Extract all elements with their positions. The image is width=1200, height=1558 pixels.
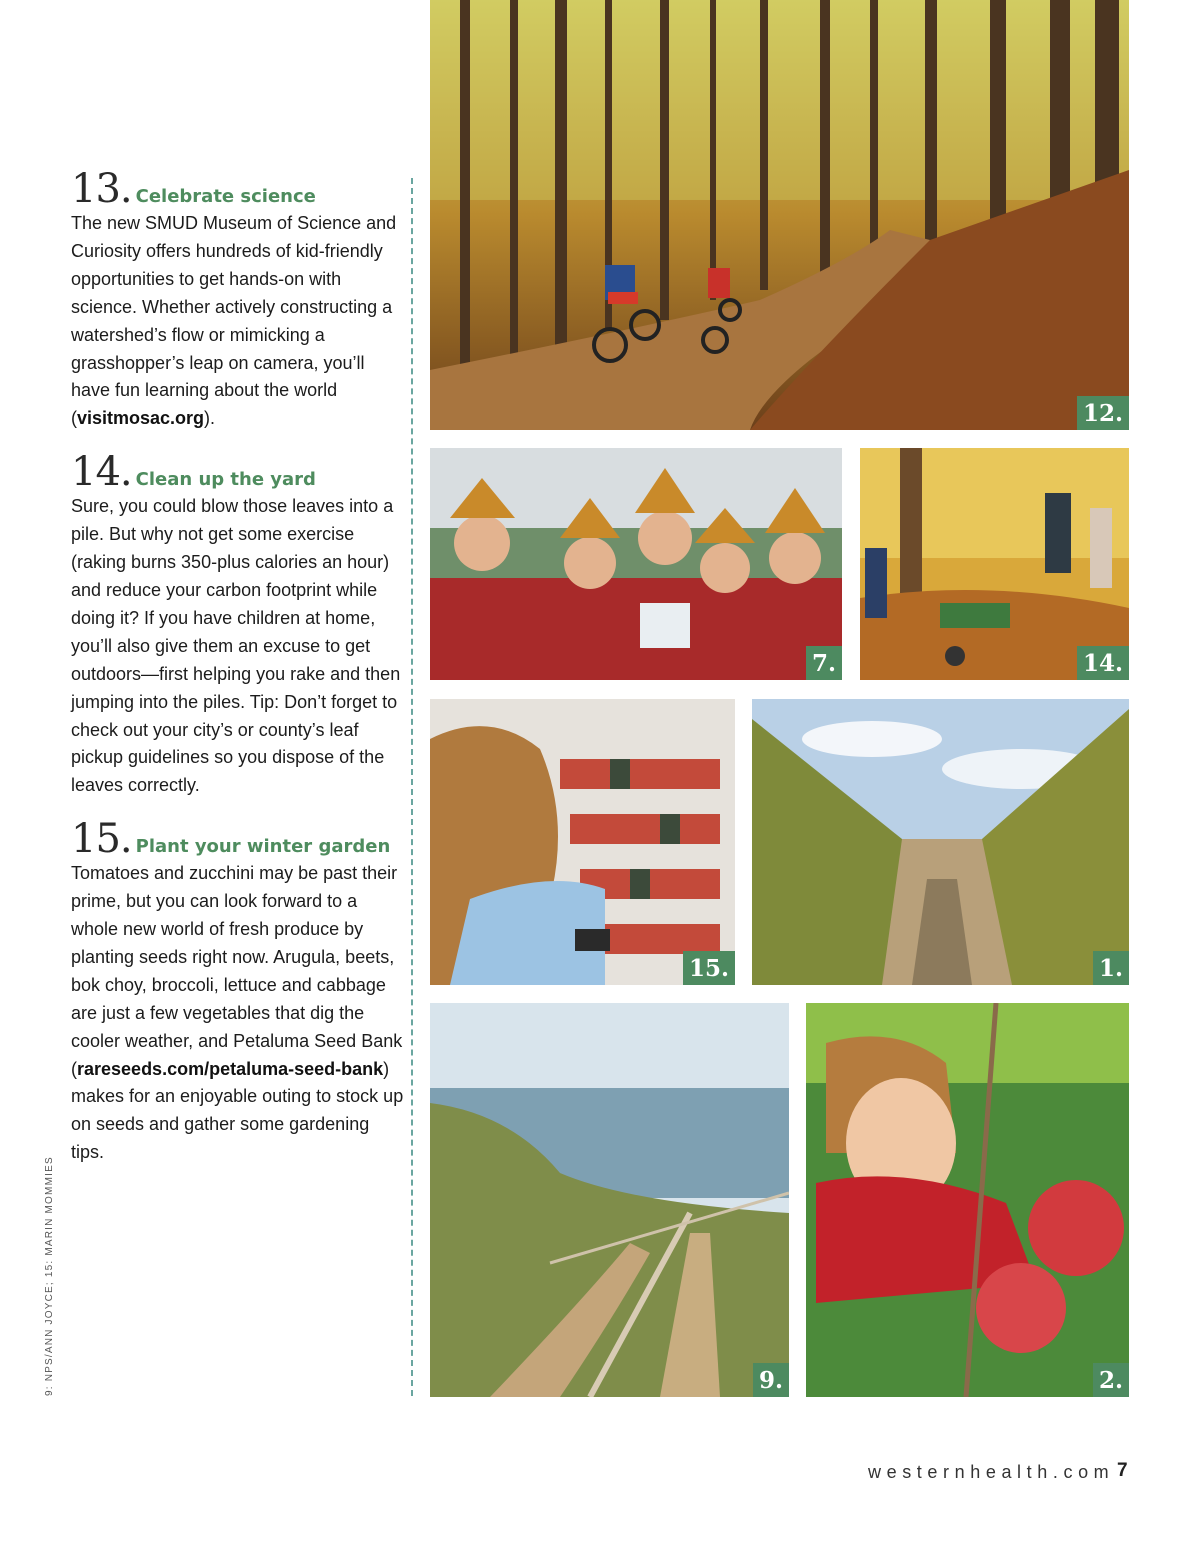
photo-forest-bikers [430, 0, 1129, 430]
website-link[interactable]: rareseeds.com/petaluma-seed-bank [77, 1058, 384, 1079]
page-number: 7 [1117, 1460, 1128, 1481]
photo-number-tag: 1. [1093, 951, 1129, 985]
photo-credit: 9: NPS/ANN JOYCE; 15: MARIN MOMMIES [44, 1156, 55, 1396]
body-text: Sure, you could blow those leaves into a pile. But why not get some exercise (raking burns 350-plus calories an hour) and reduce your carbon footprint while doing it? If you have children at home, you’ll also give them an excuse to get outdoors—first helping you rake and then jumping into the piles. Tip: Don’t forget to check out your city’s or county’s leaf pickup guidelines so you dispose of the leaves correctly. [71, 496, 401, 796]
photo-seed-rack [430, 699, 735, 985]
item-heading [71, 816, 406, 863]
item-body [71, 860, 406, 1167]
photo-turkey-trot [430, 448, 842, 680]
item-heading [71, 168, 406, 210]
item-number: 15. [71, 816, 132, 863]
photo-number-tag: 12. [1077, 396, 1129, 430]
item-title: Plant your winter garden [135, 836, 391, 858]
body-text-end: ). [204, 408, 216, 429]
item-15 [71, 818, 406, 1167]
photo-number-tag: 2. [1093, 1363, 1129, 1397]
body-text-end: ) makes for an enjoyable outing to stock up on seeds and gather some gardening tips. [71, 1058, 404, 1163]
item-number: 14. [71, 449, 132, 496]
item-title: Celebrate science [135, 186, 316, 207]
photo-corn-maze [752, 699, 1129, 985]
photo-coastal-trail [430, 1003, 789, 1397]
body-text: Tomatoes and zucchini may be past their prime, but you can look forward to a whole new world of fresh produce by planting seeds right now. Arugula, beets, bok choy, broccoli, lettuce and cabbage are just a few vegetables that dig the cooler weather, and Petaluma Seed Bank ( [71, 863, 403, 1079]
footer-website[interactable]: westernhealth.com [868, 1462, 1115, 1482]
article-column [71, 168, 406, 1185]
item-title: Clean up the yard [135, 469, 316, 491]
body-text: The new SMUD Museum of Science and Curiosity offers hundreds of kid-friendly opportunities to get hands-on with science. Whether actively constructing a watershed’s flow or mimicking a grasshopper’s leap on camera, you’ll have fun learning about the world ( [71, 213, 397, 429]
photo-number-tag: 15. [683, 951, 735, 985]
item-13 [71, 168, 406, 433]
photo-apple-picking [806, 1003, 1129, 1397]
photo-number-tag: 14. [1077, 646, 1129, 680]
photo-number-tag: 7. [806, 646, 842, 680]
item-body [71, 210, 406, 433]
photo-number-tag: 9. [753, 1363, 789, 1397]
photo-raking-leaves [860, 448, 1129, 680]
item-body [71, 493, 406, 800]
item-heading [71, 449, 406, 496]
dashed-divider [411, 178, 413, 1396]
website-link[interactable]: visitmosac.org [77, 408, 205, 429]
item-14 [71, 451, 406, 800]
item-number: 13. [71, 166, 132, 212]
